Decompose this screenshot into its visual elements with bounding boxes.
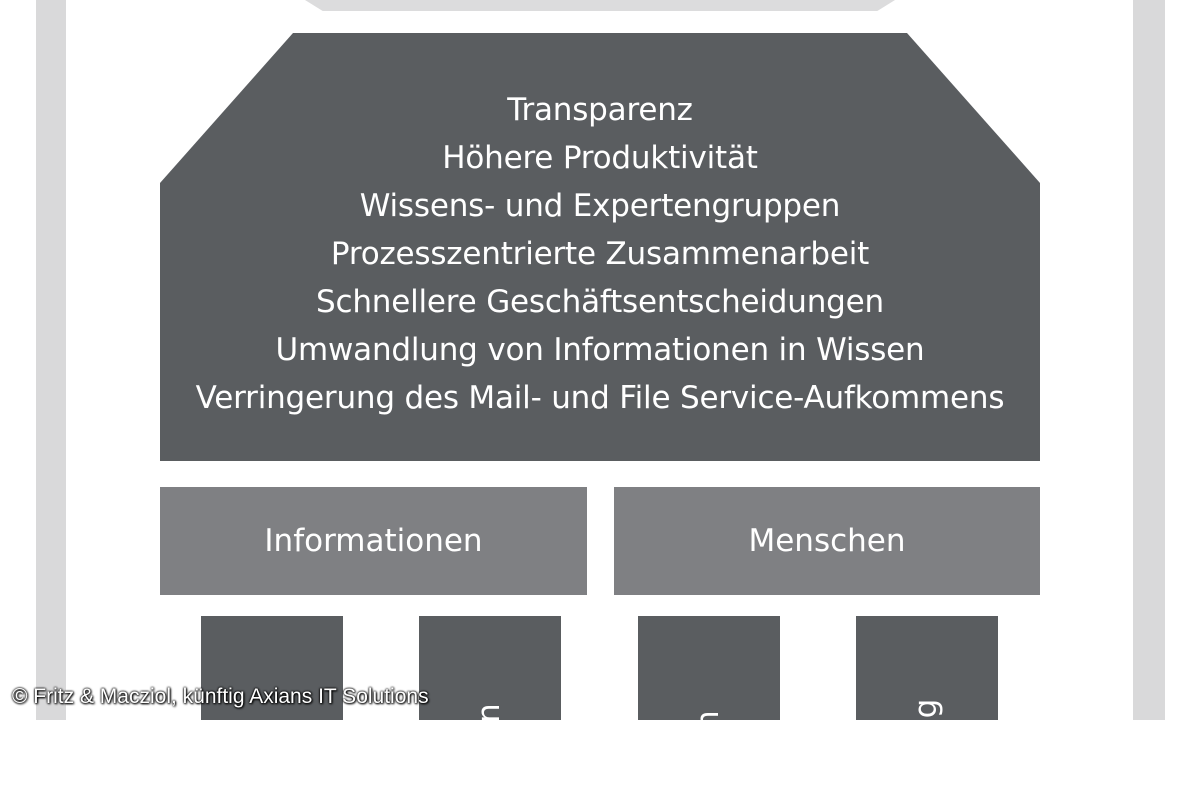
benefit-item: Transparenz <box>507 92 693 128</box>
image-credit: © Fritz & Macziol, künftig Axians IT Solutions <box>12 685 429 708</box>
benefit-item: Verringerung des Mail- und File Service-Aufkommens <box>195 380 1005 416</box>
benefits-list <box>160 86 1040 422</box>
pillar-label: ese <box>253 731 289 786</box>
category-label: Informationen <box>264 523 483 559</box>
pillar-label: igung <box>908 698 944 786</box>
benefit-item: Wissens- und Expertengruppen <box>359 188 841 224</box>
category-informationen <box>160 487 587 595</box>
roof-top-edge <box>305 0 895 11</box>
pillar-4 <box>856 616 998 786</box>
category-menschen <box>614 487 1040 595</box>
benefit-item: Umwandlung von Informationen in Wissen <box>275 332 925 368</box>
benefit-item: Schnellere Geschäftsentscheidungen <box>316 284 884 320</box>
frame-left <box>36 0 66 720</box>
pillar-2 <box>419 616 561 786</box>
benefit-item: Prozesszentrierte Zusammenarbeit <box>330 236 870 272</box>
frame-right <box>1133 0 1165 720</box>
pillar-label: turen <box>471 703 507 786</box>
category-label: Menschen <box>748 523 906 559</box>
pillar-3 <box>638 616 780 786</box>
benefit-item: Höhere Produktivität <box>442 140 758 176</box>
pillar-label: inien <box>690 710 726 786</box>
